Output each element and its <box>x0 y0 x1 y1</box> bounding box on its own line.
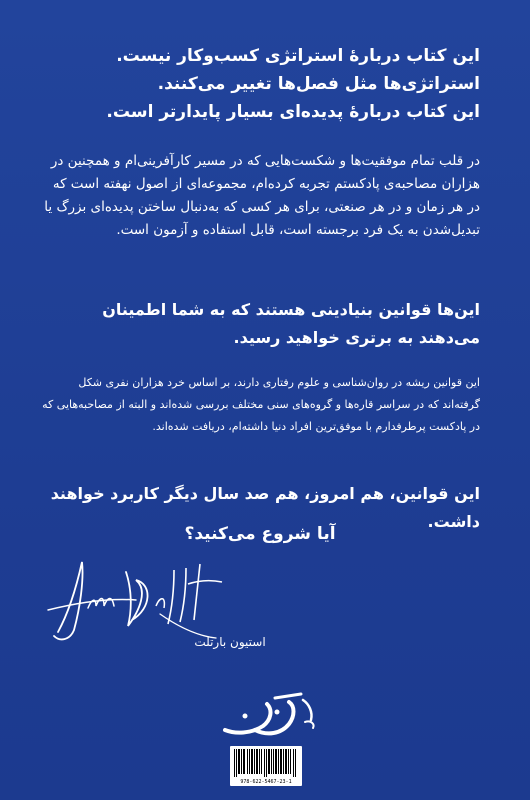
intro-line-1: این کتاب دربارهٔ استراتژی کسب‌وکار نیست. <box>116 46 480 66</box>
paragraph-research: این قوانین ریشه در روان‌شناسی و علوم رفتاری دارند، بر اساس خرد هزاران نفری شکل گرفته‌اند که در سراسر قاره‌ها و گروه‌های سنی مختلف بررسی شده‌اند و البته از مصاحبه‌هایی که در پادکست پرطرفدارم با موفق‌ترین افراد دنیا داشته‌ام، دریافت شده‌اند. <box>42 376 480 433</box>
intro-line-2: استراتژی‌ها مثل فصل‌ها تغییر می‌کنند. <box>157 74 480 94</box>
isbn-barcode <box>230 746 302 786</box>
closing-question: آیا شروع می‌کنید؟ <box>184 524 336 544</box>
highlight-statement: این‌ها قوانین بنیادینی هستند که به شما اطمینان می‌دهند به برتری خواهید رسید. <box>102 300 480 347</box>
intro-line-3: این کتاب دربارهٔ پدیده‌ای بسیار پایدارتر است. <box>106 102 480 122</box>
publisher-logo <box>215 690 325 742</box>
paragraph-principles: در قلب تمام موفقیت‌ها و شکست‌هایی که در مسیر کارآفرینی‌ام و همچنین در هزاران مصاحبه‌ی پادکستم تجربه کرده‌ام، مجموعه‌ای از اصول نهفته است که در هر زمان و در هر صنعتی، برای هر کسی که به‌دنبال ساختن پدیده‌ای بزرگ یا تبدیل‌شدن به یک فرد برجسته است، قابل استفاده و آزمون است. <box>44 153 480 238</box>
intro-block <box>40 42 480 126</box>
closing-statement: این قوانین، هم امروز، هم صد سال دیگر کاربرد خواهند داشت. <box>50 484 480 531</box>
author-name: استیون بارتلت <box>194 635 266 649</box>
barcode-bars <box>230 746 302 778</box>
isbn-number: 978-622-5467-23-1 <box>240 779 292 785</box>
